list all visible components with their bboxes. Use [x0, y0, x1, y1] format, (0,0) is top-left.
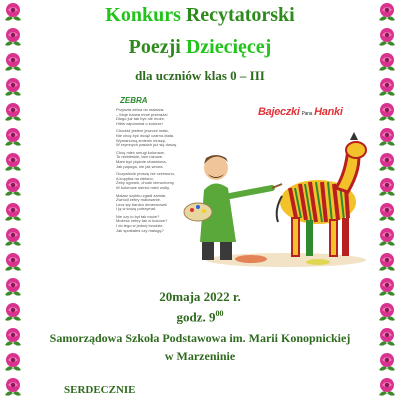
- poem-line: Hibiś zapomniał o kolorze!: [116, 120, 163, 126]
- rose-icon: [3, 277, 23, 299]
- logo-word-2: Hanki: [314, 106, 343, 118]
- event-time: [30, 309, 370, 325]
- poem-line: A kopytka na zielono.: [116, 175, 154, 181]
- title-word-dzieciecej: Dziecięcej: [185, 36, 272, 58]
- rose-icon: [377, 277, 397, 299]
- rose-icon: [377, 152, 397, 174]
- rose-icon: [377, 127, 397, 149]
- right-rose-border: [374, 0, 400, 400]
- poem-line: Chcę mieć smugi kolorowe,: [116, 149, 165, 155]
- rose-icon: [377, 377, 397, 399]
- rose-icon: [3, 127, 23, 149]
- rose-icon: [377, 352, 397, 374]
- poem-line: I ją w krużę potrzymał.: [116, 206, 156, 212]
- logo-word-1: Bajeczki: [258, 106, 300, 118]
- title-line-2: [30, 36, 370, 59]
- logo-connector: Pana: [301, 111, 313, 117]
- poem-line: Nie chcę być wciąż czarno-biała.: [116, 132, 175, 138]
- audience-line: dla uczniów klas 0 – III: [135, 68, 265, 83]
- poem-line: W kolorowe sierści mieć uwity.: [116, 184, 170, 190]
- rose-icon: [377, 77, 397, 99]
- poem-line: Jak papuga, nie jak wrona.: [116, 163, 164, 169]
- rose-icon: [377, 252, 397, 274]
- poem-line: Zwrócił żebry malowanie.: [116, 197, 161, 203]
- title-word-recytatorski: Recytatorski: [185, 4, 295, 26]
- rose-icon: [3, 77, 23, 99]
- zebra-figure: [277, 132, 366, 256]
- poem-line: W rzymnych pasach już się duszę.: [116, 142, 178, 148]
- rose-icon: [3, 352, 23, 374]
- paint-splash-yellow: [306, 259, 330, 265]
- rose-icon: [377, 327, 397, 349]
- rose-icon: [3, 227, 23, 249]
- paint-splash-orange: [235, 255, 267, 263]
- event-date: 20maja 2022 r.: [159, 289, 241, 304]
- title-word-konkurs: Konkurs: [105, 4, 181, 26]
- zebra-illustration: [86, 92, 376, 270]
- rose-icon: [377, 102, 397, 124]
- time-hour: godz. 9: [176, 309, 216, 325]
- rose-icon: [3, 202, 23, 224]
- rose-icon: [3, 27, 23, 49]
- town-name: w Marzeninie: [164, 349, 236, 363]
- poem-title: ZEBRA: [120, 96, 148, 105]
- poem-line: Długo już tak być nie może,: [116, 116, 165, 122]
- rose-icon: [377, 227, 397, 249]
- poem-line: Oczywiście proszę nie czerwono,: [116, 171, 175, 177]
- poem-line: Wymarzoną zmienić muszę,: [116, 137, 166, 143]
- title-word-poezji: Poezji: [128, 36, 181, 58]
- rose-icon: [3, 2, 23, 24]
- poster: [30, 0, 370, 400]
- rose-icon: [377, 202, 397, 224]
- poem-line: To niebieskie, tam różowe.: [116, 154, 164, 160]
- rose-icon: [377, 177, 397, 199]
- poem-line: Lecz się bardzo denerwował: [116, 201, 167, 207]
- school-name: Samorządowa Szkoła Podstawowa im. Marii Konopnickiej: [49, 331, 351, 345]
- rose-icon: [377, 52, 397, 74]
- rose-icon: [3, 177, 23, 199]
- painter-figure: [184, 155, 282, 260]
- rose-icon: [3, 102, 23, 124]
- rose-icon: [377, 2, 397, 24]
- poem-line: Jak spotkałeś czy malugę?: [116, 227, 164, 233]
- poem-line: Malarz szybko zgadł zamiar,: [116, 192, 167, 198]
- time-minutes: 00: [215, 309, 224, 318]
- poem-line: – Moje barwa mnie przeraża!: [116, 111, 168, 117]
- rose-icon: [3, 252, 23, 274]
- poem-line: Żeby ogonek, chodź nieruchomy,: [116, 180, 175, 186]
- rose-icon: [3, 52, 23, 74]
- poem-line: Nie czy to był tak może?: [116, 213, 160, 219]
- poem-line: I do tego w jednej trzodzie,: [116, 223, 164, 229]
- painter-and-zebra-drawing: [86, 92, 376, 270]
- title-line-1: [30, 4, 370, 27]
- rose-icon: [3, 377, 23, 399]
- poem-line: Przyszła zebra do malarza:: [116, 107, 165, 112]
- rose-icon: [3, 302, 23, 324]
- rose-icon: [3, 152, 23, 174]
- rose-icon: [377, 302, 397, 324]
- rose-icon: [3, 327, 23, 349]
- rose-icon: [377, 27, 397, 49]
- left-rose-border: [0, 0, 26, 400]
- poem-line: Mam być pięknie ubarwiona,: [116, 158, 167, 164]
- poem-line: Chociaż jestem jeszcze mała,: [116, 128, 169, 134]
- greeting-text: SERDECZNIE: [64, 384, 136, 396]
- poem-line: Możesz żebry tak w kolorze?: [116, 218, 168, 224]
